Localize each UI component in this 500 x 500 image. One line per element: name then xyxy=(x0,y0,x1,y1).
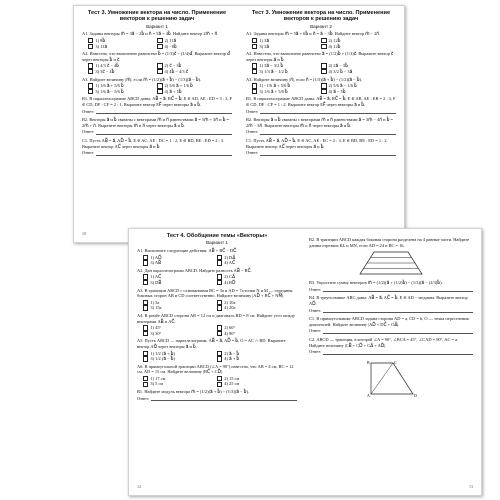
task-text: А1. Заданы векторы m⃗ = 3a⃗ − 2b⃗ и n⃗ = 5a⃗ + 4b⃗. Найдите вектор 2m⃗ + n⃗. xyxy=(82,31,219,37)
checkbox[interactable] xyxy=(88,89,93,94)
option-label: 3) 3a⃗ xyxy=(259,43,270,49)
option-label: 1) 17 см xyxy=(150,375,166,381)
answer-blank[interactable] xyxy=(96,130,232,135)
answer-options xyxy=(252,83,396,94)
option-label: 1) 45° xyxy=(150,325,162,331)
answer-option[interactable] xyxy=(217,280,291,286)
option-label: 4) a⃗ + b⃗ xyxy=(224,356,240,362)
page-right-column xyxy=(246,10,396,159)
answer-blank[interactable] xyxy=(96,151,232,156)
answer-line xyxy=(137,396,297,402)
answer-blank[interactable] xyxy=(260,151,396,156)
option-label: 3) 5 см xyxy=(150,381,164,387)
task-text: В3. Упростите сумму векторов m⃗ = (1/2)(a⃗ + (1/2)b⃗) − (1/3)(a⃗ − (2/3)b⃗). xyxy=(309,280,443,286)
answer-options xyxy=(252,63,396,74)
checkbox[interactable] xyxy=(252,69,257,74)
option-label: 2) CA⃗ xyxy=(224,274,235,280)
workbook-spread-bottom xyxy=(128,228,482,496)
answer-option[interactable] xyxy=(321,89,390,95)
answer-options xyxy=(88,83,232,94)
option-label: 1) 4/3 c⃗ − 4b⃗ xyxy=(95,63,119,69)
answer-label: Ответ: xyxy=(309,307,322,313)
answer-option[interactable] xyxy=(88,89,157,95)
answer-options xyxy=(143,325,297,336)
task-text: А3. Найдите величину |n⃗|, если n⃗ = (1/3)(a⃗ + b⃗) − (1/2)(a⃗ − b⃗). xyxy=(246,76,363,82)
answer-option[interactable] xyxy=(217,305,291,311)
answer-line xyxy=(82,129,232,135)
option-label: 2) 15 см xyxy=(224,375,240,381)
option-label: 3) 15a xyxy=(150,305,162,311)
answer-option[interactable] xyxy=(252,89,321,95)
option-label: 3) 3c⃗ − 4b⃗ xyxy=(95,68,115,74)
answer-blank[interactable] xyxy=(323,350,473,355)
answer-line xyxy=(246,109,396,115)
answer-label: Ответ: xyxy=(137,395,150,401)
checkbox[interactable] xyxy=(157,44,162,49)
page-right-column xyxy=(309,237,473,401)
answer-options xyxy=(143,274,297,285)
answer-option[interactable] xyxy=(143,280,217,286)
task-text: А5. Пусть ABCD — параллелограмм, AB⃗ = a⃗, AD⃗ = b⃗, O = AC ∩ BD. Выразите вектор AO⃗ через векторы a⃗ и b⃗. xyxy=(137,338,286,349)
variant-label: Вариант 2 xyxy=(310,23,332,29)
answer-options xyxy=(143,255,297,266)
answer-option[interactable] xyxy=(321,44,390,50)
test-title: Тест 3. Умножение вектора на число. Применение векторов к решению задач xyxy=(87,10,227,23)
answer-label: Ответ: xyxy=(246,129,259,135)
answer-blank[interactable] xyxy=(323,329,473,334)
answer-label: Ответ: xyxy=(309,328,322,334)
answer-line xyxy=(309,349,473,355)
answer-option[interactable] xyxy=(217,331,291,337)
option-label: 2) c⃗ − 3b⃗ xyxy=(164,63,182,69)
answer-line xyxy=(82,150,232,156)
option-label: 1) 8b⃗ xyxy=(95,38,106,43)
checkbox[interactable] xyxy=(143,331,148,336)
answer-line xyxy=(309,328,473,334)
checkbox[interactable] xyxy=(217,382,222,387)
checkbox[interactable] xyxy=(321,44,326,49)
vertex-label-d: D xyxy=(414,392,417,398)
answer-option[interactable] xyxy=(88,44,157,50)
vertex-label-a: A xyxy=(367,392,370,398)
checkbox[interactable] xyxy=(88,44,93,49)
option-label: 4) −8b⃗ xyxy=(164,43,177,49)
option-label: 3) 1/6 a⃗ + 5/6 b⃗ xyxy=(259,88,288,94)
task-text: В2. В трапеции ABCD каждая боковая сторона разделена на 4 равные части. Найдите длины отрезков KL и MN, если AD = 24 и BC = 16. xyxy=(309,237,470,248)
checkbox[interactable] xyxy=(252,44,257,49)
task-text: А2. Дан параллелограмм ABCD. Найдите разность AB⃗ − BC⃗. xyxy=(137,267,252,273)
answer-option[interactable] xyxy=(321,69,390,75)
task-text: А6. В прямоугольной трапеции ABCD (∠A = 90°) известно, что AB = 4 см, BC = 12 см, AD = 15 см. Найдите величину |BC⃗ + CD⃗|. xyxy=(137,363,294,375)
task-text: В1. В параллелограмме ABCD даны: AB⃗ = a⃗, BC⃗ = b⃗, E ∈ AD, AE : ED = 3 : 2, F ∈ CD, DF : CF = 2 : 1. Выразите вектор EF⃗ через векторы a⃗ и b⃗. xyxy=(82,96,232,107)
checkbox[interactable] xyxy=(217,356,222,361)
workbook-spread-top xyxy=(73,5,405,243)
option-label: 4) BD⃗ xyxy=(224,279,236,285)
answer-option[interactable] xyxy=(143,305,217,311)
task-text: С2. ABCD — трапеция, в которой ∠A = 90°, ∠BCA = 45°, ∠CAD = 90°, AC = a. Найдите величину |CB⃗ + CD⃗ + CA⃗ + AD⃗|. xyxy=(309,336,459,348)
answer-label: Ответ: xyxy=(82,150,95,156)
answer-option[interactable] xyxy=(143,381,217,387)
answer-label: Ответ: xyxy=(246,108,259,114)
answer-blank[interactable] xyxy=(323,287,473,292)
answer-option[interactable] xyxy=(157,44,226,50)
answer-label: Ответ: xyxy=(309,349,322,355)
option-label: 1) 5a xyxy=(150,299,160,305)
task-text: С1. В прямоугольнике ABCD задана сторона AD = a, CD = b, O — точка пересечения диагоналей. Найдите величину |AD⃗ + DC⃗ + OA⃗|. xyxy=(309,316,469,327)
page-number-right: 13 xyxy=(469,484,473,489)
page-left-column xyxy=(137,233,297,404)
answer-option[interactable] xyxy=(143,260,217,266)
task-text: В1. Найдите модуль вектора m⃗ = (1/2)(a⃗ + b⃗) − (1/3)(a⃗ − b⃗). xyxy=(137,389,250,395)
option-label: 1) 3a⃗ − 3/2 b⃗ xyxy=(259,63,284,69)
answer-option[interactable] xyxy=(217,356,291,362)
answer-line xyxy=(309,308,473,314)
option-label: 1) 1/2 (a⃗ + b⃗) xyxy=(150,350,175,356)
answer-option[interactable] xyxy=(217,260,291,266)
answer-option[interactable] xyxy=(143,331,217,337)
answer-line xyxy=(309,287,473,293)
option-label: 3) 1/3 a⃗ − 1/2 b⃗ xyxy=(259,68,288,74)
option-label: 4) 3/2 b⃗ − 3a⃗ xyxy=(328,68,353,74)
answer-blank[interactable] xyxy=(96,109,232,114)
option-label: 2) 5/6 a⃗ + 1/6 b⃗ xyxy=(164,83,193,89)
task-text: В4. В треугольнике ABC даны: AB⃗ = a⃗, AC⃗ = b⃗, E ∈ AD − медиана. Выразите вектор AD⃗. xyxy=(309,295,468,306)
task-text: А2. Известно, что выполнено равенство a⃗ = (1/2)b⃗ + (1/3)c⃗. Выразите вектор c⃗ через векторы a⃗ и b⃗. xyxy=(246,51,394,62)
answer-label: Ответ: xyxy=(309,286,322,292)
answer-options xyxy=(143,351,297,362)
task-text: А4. В ромбе ABCD сторона AB = 12 см и диагональ BD = 8 см. Найдите угол между векторами AB⃗ и AC⃗. xyxy=(137,312,296,324)
vertex-label-b: B xyxy=(367,359,370,365)
answer-option[interactable] xyxy=(217,381,291,387)
answer-line xyxy=(246,129,396,135)
option-label: 3) 30° xyxy=(150,330,162,336)
task-text: В2. Векторы a⃗ и b⃗ связаны с векторами m⃗ и n⃗ равенствами a⃗ = 5m⃗ + 3n⃗ и b⃗ = 2m⃗ + n⃗. Выразите векторы m⃗ и n⃗ через векторы a⃗ и b⃗. xyxy=(82,117,229,128)
page-number-left: 10 xyxy=(82,231,86,236)
answer-options xyxy=(143,376,297,387)
option-label: 4) a⃗ − 5b⃗ xyxy=(328,88,346,94)
answer-line xyxy=(82,109,232,115)
checkbox[interactable] xyxy=(157,89,162,94)
checkbox[interactable] xyxy=(143,260,148,265)
checkbox[interactable] xyxy=(143,356,148,361)
task-text: А3. Найдите величину |m⃗|, если m⃗ = (1/2)(a⃗ + b⃗) − (1/3)(a⃗ − b⃗). xyxy=(82,76,202,82)
test-title: Тест 4. Обобщение темы «Векторы» xyxy=(166,233,268,239)
option-label: 1) 1/6 a⃗ + 5/6 b⃗ xyxy=(95,83,124,89)
checkbox[interactable] xyxy=(217,305,222,310)
task-text: С1. Пусть AB⃗ = a⃗, AD⃗ = b⃗, E ∈ AC, AE : EC = 2 : 3, E ∈ BD, BE : ED = 1 : 2. Выразите вектор AC⃗ через векторы a⃗ и b⃗. xyxy=(246,137,388,149)
task-text: А1. Заданы векторы m⃗ = 5a⃗ + 6b⃗ и n⃗ = a⃗ − 3b⃗. Найдите вектор m⃗ − 2n⃗. xyxy=(246,31,381,37)
task-text: А3. В трапеции ABCD с основаниями BC = 3a и AD = 7a точки N и M — середины боковых сторон AB и CD соответственно. Найдите величину |AD⃗ + BC⃗ + NM⃗|. xyxy=(137,287,293,299)
option-label: 4) 20a xyxy=(224,305,236,311)
answer-option[interactable] xyxy=(143,356,217,362)
answer-label: Ответ: xyxy=(82,108,95,114)
answer-option[interactable] xyxy=(157,69,226,75)
option-label: 4) AC⃗ xyxy=(224,260,236,266)
checkbox[interactable] xyxy=(217,331,222,336)
answer-options xyxy=(88,63,232,74)
checkbox[interactable] xyxy=(143,305,148,310)
answer-blank[interactable] xyxy=(151,396,297,401)
checkbox[interactable] xyxy=(143,382,148,387)
option-label: 3) AB⃗ xyxy=(150,260,162,266)
checkbox[interactable] xyxy=(321,69,326,74)
answer-options xyxy=(143,300,297,311)
option-label: 4) 12b⃗ xyxy=(328,43,341,49)
answer-options xyxy=(88,38,232,49)
option-label: 2) 12b⃗ xyxy=(328,38,341,43)
option-label: 2) 5/6 a⃗ − 1/6 b⃗ xyxy=(328,83,357,89)
option-label: 4) 25 см xyxy=(224,381,240,387)
answer-option[interactable] xyxy=(88,69,157,75)
test-title: Тест 3. Умножение вектора на число. Применение векторов к решению задач xyxy=(251,10,391,23)
answer-options xyxy=(252,38,396,49)
task-text: А2. Известно, что выполнено равенство b⃗ = (1/3)c⃗ − (1/4)d⃗. Выразите вектор d⃗ через векторы b⃗ и c⃗. xyxy=(82,51,230,62)
checkbox[interactable] xyxy=(252,89,257,94)
task-text: С1. Пусть AB⃗ = a⃗, AD⃗ = b⃗, E ∈ AC, AE : DC = 1 : 2, E ∈ BD, BE : ED = 2 : 3. Выразите вектор AC⃗ через векторы a⃗ и b⃗. xyxy=(82,137,225,149)
variant-label: Вариант 1 xyxy=(146,23,168,29)
answer-blank[interactable] xyxy=(260,109,396,114)
vertex-label-c: C xyxy=(394,359,397,365)
task-text: В1. В параллелограмме ABCD даны: AB⃗ = a⃗, BC⃗ = b⃗, E ∈ AB, AE : EB = 2 : 3, F ∈ CD, DF : CF = 1 : 2. Выразите вектор EF⃗ через векторы a⃗ и b⃗. xyxy=(246,96,396,107)
answer-label: Ответ: xyxy=(246,150,259,156)
task-text: А1. Выполните следующие действия: AB⃗ + BC⃗ − DC⃗. xyxy=(137,248,238,253)
option-label: 4) 90° xyxy=(224,330,236,336)
checkbox[interactable] xyxy=(217,260,222,265)
page-left-column xyxy=(82,10,232,159)
answer-blank[interactable] xyxy=(323,308,473,313)
option-label: 2) 11a⃗ xyxy=(164,38,177,43)
option-label: 4) a⃗ + 5b⃗ xyxy=(164,88,182,94)
option-label: 2) 60° xyxy=(224,325,236,331)
trapezoid-figure xyxy=(356,249,426,277)
checkbox[interactable] xyxy=(157,69,162,74)
checkbox[interactable] xyxy=(217,280,222,285)
answer-option[interactable] xyxy=(252,44,321,50)
checkbox[interactable] xyxy=(143,280,148,285)
trapezoid-figure-c2 xyxy=(361,358,421,398)
option-label: 1) 3a⃗ xyxy=(259,38,270,43)
answer-line xyxy=(246,150,396,156)
option-label: 3) 11a⃗ xyxy=(95,43,108,49)
option-label: 3) 1/2 (a⃗ − b⃗) xyxy=(150,356,175,362)
option-label: 2) a⃗ − b⃗ xyxy=(224,350,240,356)
option-label: 2) DA⃗ xyxy=(224,254,236,260)
option-label: 1) AD⃗ xyxy=(150,254,162,260)
option-label: 4) 4b⃗ − 4/3 c⃗ xyxy=(164,68,189,74)
variant-label: Вариант 1 xyxy=(206,240,228,246)
option-label: 1) AC⃗ xyxy=(150,274,162,280)
answer-option[interactable] xyxy=(252,69,321,75)
checkbox[interactable] xyxy=(88,69,93,74)
answer-label: Ответ: xyxy=(82,129,95,135)
page-number-left: 12 xyxy=(137,484,141,489)
option-label: 3) 1/6 a⃗ − 5/6 b⃗ xyxy=(95,88,124,94)
option-label: 2) 10a xyxy=(224,299,236,305)
answer-option[interactable] xyxy=(157,89,226,95)
option-label: 3) DB⃗ xyxy=(150,279,162,285)
option-label: 1) −1/6 a⃗ + 5/6 b⃗ xyxy=(259,83,291,89)
task-text: В2. Векторы a⃗ и b⃗ связаны с векторами m⃗ и n⃗ равенствами a⃗ = 3m⃗ − 4n⃗ и b⃗ = 2m⃗ − 3n⃗. Выразите векторы m⃗ и n⃗ через векторы a⃗ и b⃗. xyxy=(246,117,393,128)
checkbox[interactable] xyxy=(321,89,326,94)
answer-blank[interactable] xyxy=(260,130,396,135)
option-label: 2) 2a⃗ − 3b⃗ xyxy=(328,63,348,69)
